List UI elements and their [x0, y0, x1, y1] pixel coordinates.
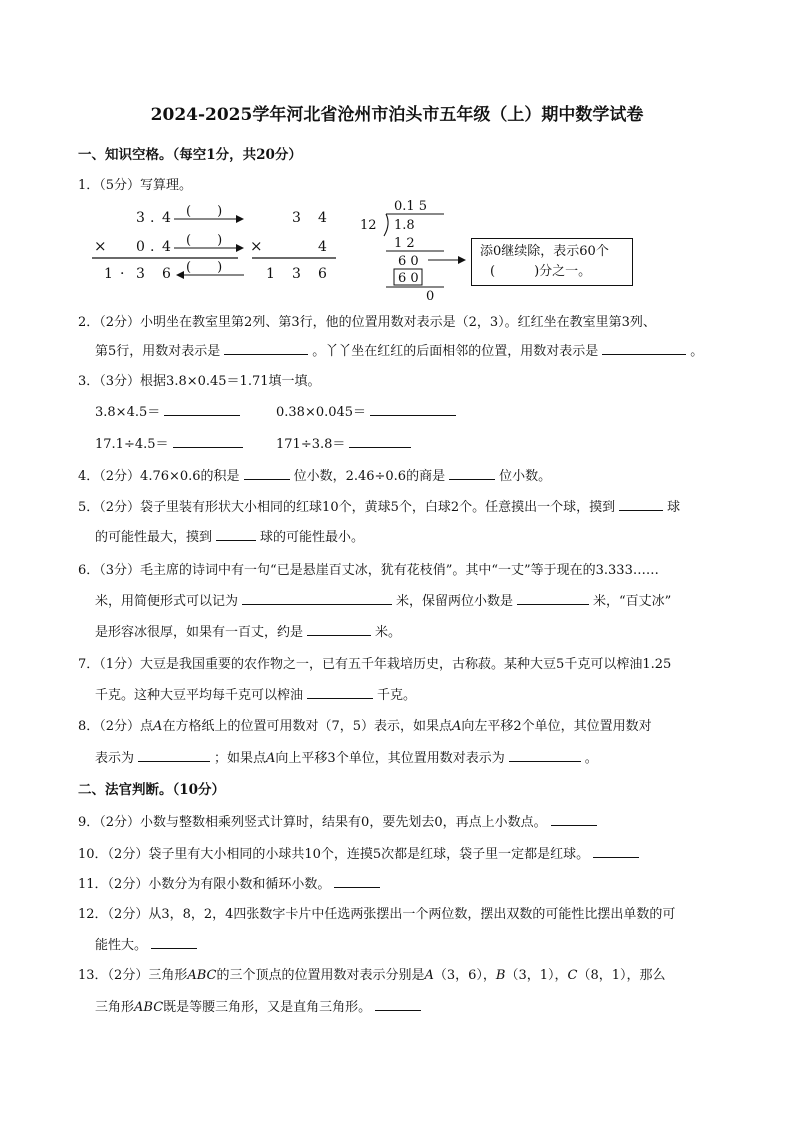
fig2-digit: 4	[318, 239, 327, 255]
step-product: 1 2	[394, 236, 415, 251]
answer-blank[interactable]	[593, 846, 639, 858]
question-3-c: 17.1÷4.5＝	[95, 436, 247, 453]
fig1-digit: 3	[136, 266, 145, 282]
question-7-line-1: 7．（1分）大豆是我国重要的农作物之一，已有五千年栽培历史，古称菽。某种大豆5千克可以榨油1.25	[78, 657, 672, 672]
fig1-digit: 0	[136, 239, 145, 255]
step-product: 6 0	[398, 271, 419, 286]
final-remainder: 0	[426, 289, 435, 302]
page-title: 2024-2025学年河北省沧州市泊头市五年级（上）期中数学试卷	[150, 105, 644, 125]
answer-blank[interactable]	[449, 468, 495, 480]
question-3: 3．（3分）根据3.8×0.45＝1.71填一填。	[78, 374, 321, 389]
answer-blank[interactable]	[242, 593, 392, 605]
question-12-line-2: 能性大。	[95, 937, 201, 954]
answer-blank[interactable]	[349, 436, 411, 448]
fig1-point: .	[150, 239, 155, 255]
multiplication-figure-1	[88, 198, 248, 286]
arrow-head-left	[176, 271, 184, 279]
answer-blank[interactable]	[334, 876, 380, 888]
question-7-line-2: 千克。这种大豆平均每千克可以榨油 千克。	[95, 688, 417, 703]
question-9: 9．（2分）小数与整数相乘列竖式计算时，结果有0，要先划去0，再点上小数点。	[78, 814, 601, 831]
question-3-d: 171÷3.8＝	[276, 436, 415, 453]
fig1-blank: ( )	[186, 204, 223, 219]
section-1-heading: 一、知识空格。（每空1分，共20分）	[78, 147, 302, 163]
question-2-line-1: 2．（2分）小明坐在教室里第2列、第3行，他的位置用数对表示是（2，3）。红红坐在教室里第3列、	[78, 315, 656, 330]
fig1-digit: 4	[162, 210, 171, 226]
answer-blank[interactable]	[164, 404, 240, 416]
answer-blank[interactable]	[224, 343, 308, 355]
answer-blank[interactable]	[216, 529, 256, 541]
division-bracket	[384, 214, 388, 236]
remainder: 6 0	[398, 254, 419, 269]
quotient: 0.1 5	[394, 199, 428, 214]
fig1-times: ×	[94, 237, 107, 255]
dividend: 1.8	[394, 218, 415, 233]
answer-blank[interactable]	[307, 624, 371, 636]
fig1-digit: 6	[162, 266, 171, 282]
fig2-digit: 4	[318, 210, 327, 226]
answer-blank[interactable]	[551, 814, 597, 826]
question-12-line-1: 12．（2分）从3，8，2，4四张数字卡片中任选两张摆出一个两位数，摆出双数的可能性比摆出单数的可	[78, 907, 676, 922]
divisor: 12	[360, 218, 377, 233]
explanation-line-1: 添0继续除，表示60个	[480, 244, 609, 259]
question-10: 10．（2分）袋子里有大小相同的小球共10个，连摸5次都是红球，袋子里一定都是红球。	[78, 846, 643, 863]
question-3-b: 0.38×0.045＝	[276, 404, 460, 421]
arrow-head	[458, 256, 466, 264]
question-8-line-1: 8．（2分）点A在方格纸上的位置可用数对（7，5）表示，如果点A向左平移2个单位，其位置用数对	[78, 719, 652, 734]
question-11: 11．（2分）小数分为有限小数和循环小数。	[78, 876, 384, 893]
question-4: 4．（2分）4.76×0.6的积是 位小数，2.46÷0.6的商是 位小数。	[78, 469, 552, 484]
answer-blank[interactable]	[370, 404, 456, 416]
fig1-digit: 3	[136, 210, 145, 226]
answer-blank[interactable]	[509, 750, 581, 762]
fig1-blank: ( )	[186, 233, 223, 248]
question-13-line-1: 13．（2分）三角形ABC的三个顶点的位置用数对表示分别是A（3，6），B（3，1），C（8，1），那么	[78, 968, 666, 983]
fig2-digit: 3	[292, 266, 301, 282]
answer-blank[interactable]	[151, 937, 197, 949]
explanation-line-2: ( )分之一。	[490, 264, 592, 279]
answer-blank[interactable]	[602, 343, 686, 355]
fig1-point: .	[150, 210, 155, 226]
arrow-head	[236, 215, 244, 223]
question-6-line-2: 米，用简便形式可以记为 米，保留两位小数是 米，“百丈冰”	[95, 594, 672, 609]
question-6-line-3: 是形容冰很厚，如果有一百丈，约是 米。	[95, 625, 402, 640]
question-6-line-1: 6．（3分）毛主席的诗词中有一句“已是悬崖百丈冰，犹有花枝俏”。其中“一丈”等于现在的3.333……	[78, 563, 659, 578]
question-8-line-2: 表示为 ；如果点A向上平移3个单位，其位置用数对表示为 。	[95, 751, 598, 766]
explanation-box	[471, 238, 633, 286]
question-3-a: 3.8×4.5＝	[95, 404, 244, 421]
question-1: 1．（5分）写算理。	[78, 178, 193, 193]
fig1-blank: ( )	[186, 260, 223, 275]
fig2-digit: 6	[318, 266, 327, 282]
question-5-line-2: 的可能性最大，摸到 球的可能性最小。	[95, 530, 365, 545]
answer-blank[interactable]	[244, 468, 290, 480]
fig2-digit: 1	[266, 266, 275, 282]
answer-blank[interactable]	[138, 750, 210, 762]
fig2-times: ×	[250, 237, 263, 255]
section-2-heading: 二、法官判断。（10分）	[78, 782, 226, 798]
arrow-head	[236, 244, 244, 252]
question-5-line-1: 5．（2分）袋子里装有形状大小相同的红球10个，黄球5个，白球2个。任意摸出一个球，摸到 球	[78, 500, 681, 515]
division-figure	[358, 196, 470, 302]
answer-blank[interactable]	[517, 593, 589, 605]
answer-blank[interactable]	[375, 999, 421, 1011]
fig1-digit: 1	[104, 266, 113, 282]
fig1-digit: 4	[162, 239, 171, 255]
multiplication-figure-2	[248, 198, 340, 286]
answer-blank[interactable]	[619, 499, 663, 511]
fig2-digit: 3	[292, 210, 301, 226]
answer-blank[interactable]	[307, 687, 373, 699]
question-13-line-2: 三角形ABC既是等腰三角形，又是直角三角形。	[95, 999, 425, 1016]
fig1-dot: ·	[120, 266, 125, 282]
question-2-line-2: 第5行，用数对表示是 。丫丫坐在红红的后面相邻的位置，用数对表示是 。	[95, 344, 704, 359]
answer-blank[interactable]	[173, 436, 243, 448]
